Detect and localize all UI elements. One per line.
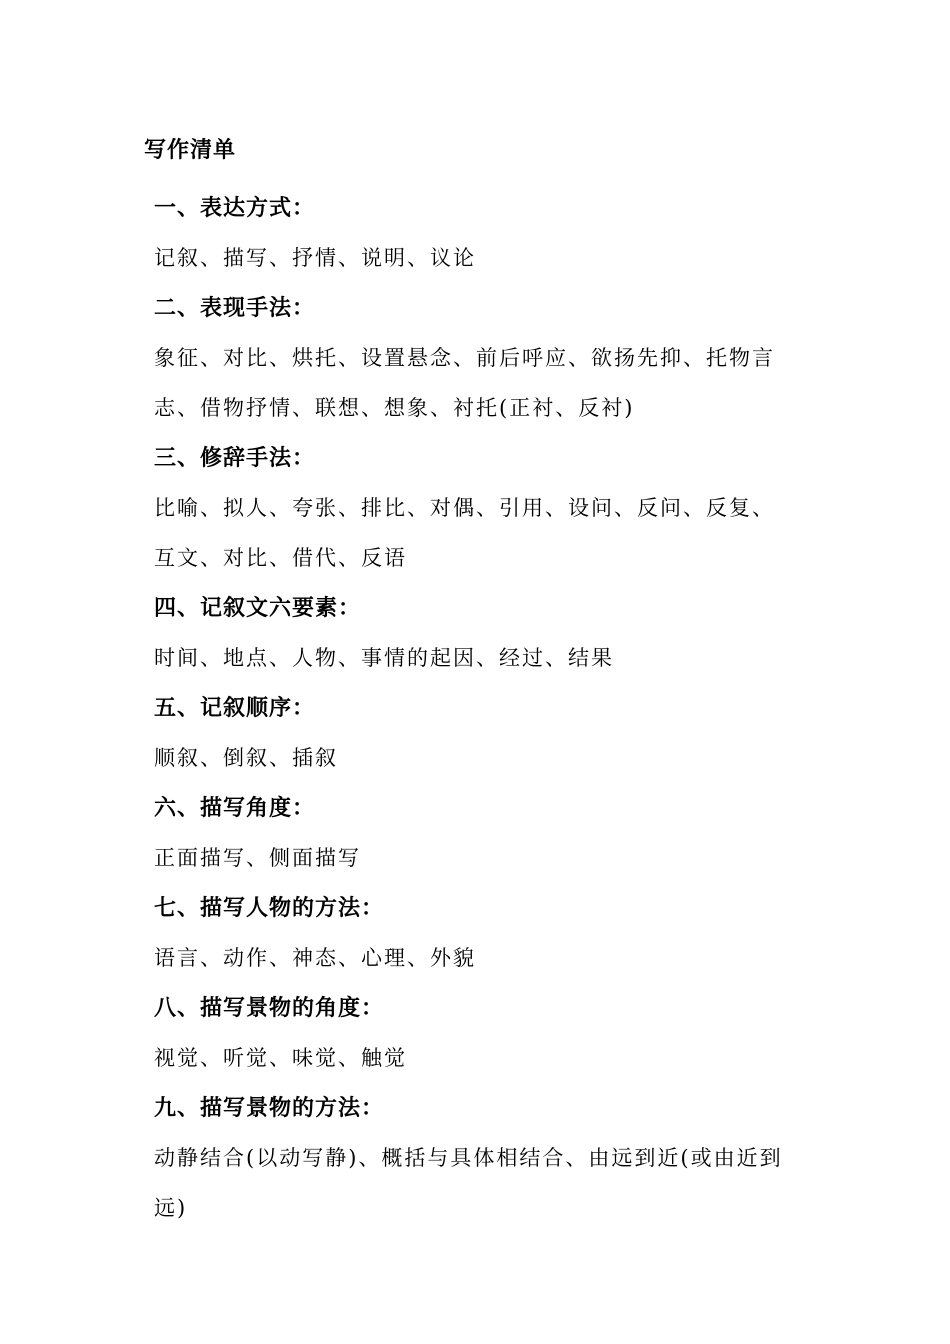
section-heading: 八、描写景物的角度： [154,995,385,1021]
section-body: 时间、地点、人物、事情的起因、经过、结果 [154,646,614,670]
section-heading: 一、表达方式： [154,195,316,221]
document-title: 写作清单 [144,137,237,163]
section-character-description [154,883,794,983]
section-rhetoric [154,433,794,583]
section-expression-modes [154,183,794,283]
section-narrative-elements [154,583,794,683]
section-heading: 五、记叙顺序： [154,695,316,721]
section-body: 视觉、听觉、味觉、触觉 [154,1046,407,1070]
section-body: 比喻、拟人、夸张、排比、对偶、引用、设问、反问、反复、互文、对比、借代、反语 [154,496,775,570]
section-body: 象征、对比、烘托、设置悬念、前后呼应、欲扬先抑、托物言志、借物抒情、联想、想象、衬托(正衬、反衬) [154,346,775,420]
section-description-angle [154,783,794,883]
section-heading: 四、记叙文六要素： [154,595,362,621]
section-heading: 六、描写角度： [154,795,316,821]
section-scenery-methods [154,1083,794,1233]
section-heading: 三、修辞手法： [154,445,316,471]
section-heading: 九、描写景物的方法： [154,1095,385,1121]
document-body [154,183,794,1233]
section-scenery-angle [154,983,794,1083]
section-body: 语言、动作、神态、心理、外貌 [154,946,476,970]
section-heading: 七、描写人物的方法： [154,895,385,921]
section-heading: 二、表现手法： [154,295,316,321]
section-narrative-order [154,683,794,783]
section-body: 顺叙、倒叙、插叙 [154,746,338,770]
section-body: 记叙、描写、抒情、说明、议论 [154,246,476,270]
section-expression-techniques [154,283,794,433]
section-body: 动静结合(以动写静)、概括与具体相结合、由远到近(或由近到远) [154,1146,783,1220]
section-body: 正面描写、侧面描写 [154,846,361,870]
